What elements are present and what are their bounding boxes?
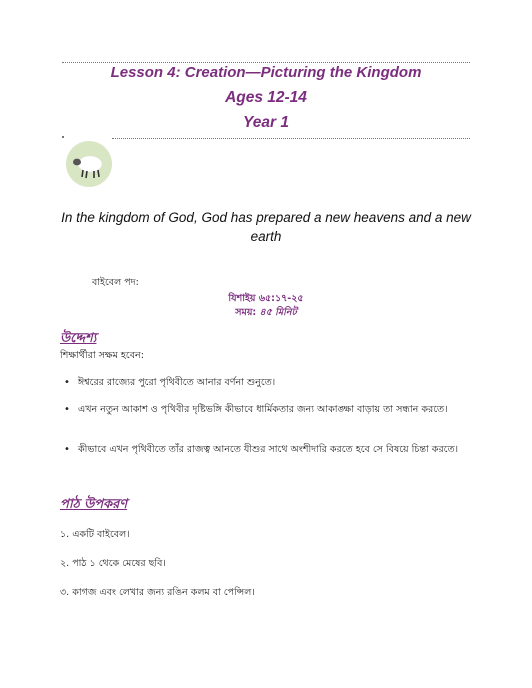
bullet-dot: • [64,444,70,455]
scripture-reference [0,292,532,307]
scripture-ref-text: যিশাইয় ৬৫:১৭-২৫ [228,293,304,304]
bullet-dot: • [64,404,70,415]
lesson-year: Year 1 [243,114,289,131]
objectives-intro: শিক্ষার্থীরা সক্ষম হবেন: [60,350,144,361]
objectives-heading: উদ্দেশ্য [60,331,97,346]
time-value: ৪৫ মিনিট [259,307,297,318]
objective-text: ঈশ্বরের রাজ্যের পুরো পৃথিবীতে আনার বর্ণনা শুনুতে। [78,377,276,388]
material-item: ৩. কাগজ এবং লেখার জন্য রঙিন কলম বা পেন্সিল। [60,587,255,598]
lesson-tagline: In the kingdom of God, God has prepared a new heavens and a new earth [61,210,471,244]
lesson-time [0,306,532,321]
lesson-ages: Ages 12-14 [225,89,307,106]
material-item: ২. পাঠ ১ থেকে মেষের ছবি। [60,558,166,569]
top-rule [62,62,470,63]
objective-item [64,375,460,390]
sheep-badge [66,141,112,187]
objective-text: কীভাবে এখন পৃথিবীতে তাঁর রাজত্ব আনতে যীশুর সাথে অংশীদারি করতে হবে সে বিষয়ে চিন্তা করতে। [78,444,459,455]
material-item: ১. একটি বাইবেল। [60,529,130,540]
time-label: সময়: [235,307,257,318]
scripture-label: বাইবেল পদ: [92,277,139,288]
objective-item [64,442,460,457]
objective-item [64,402,460,417]
lesson-title: Lesson 4: Creation—Picturing the Kingdom [110,64,422,81]
rule-marker [62,136,64,138]
bullet-dot: • [64,377,70,388]
objective-text: এখন নতুন আকাশ ও পৃথিবীর দৃষ্টিভঙ্গি কীভাবে ধার্মিকতার জন্য আকাঙ্ক্ষা বাড়ায় তা সন্ধান করতে। [78,404,448,415]
bottom-rule [112,138,470,139]
sheep-icon [66,141,112,187]
materials-heading: পাঠ উপকরণ [60,497,128,512]
